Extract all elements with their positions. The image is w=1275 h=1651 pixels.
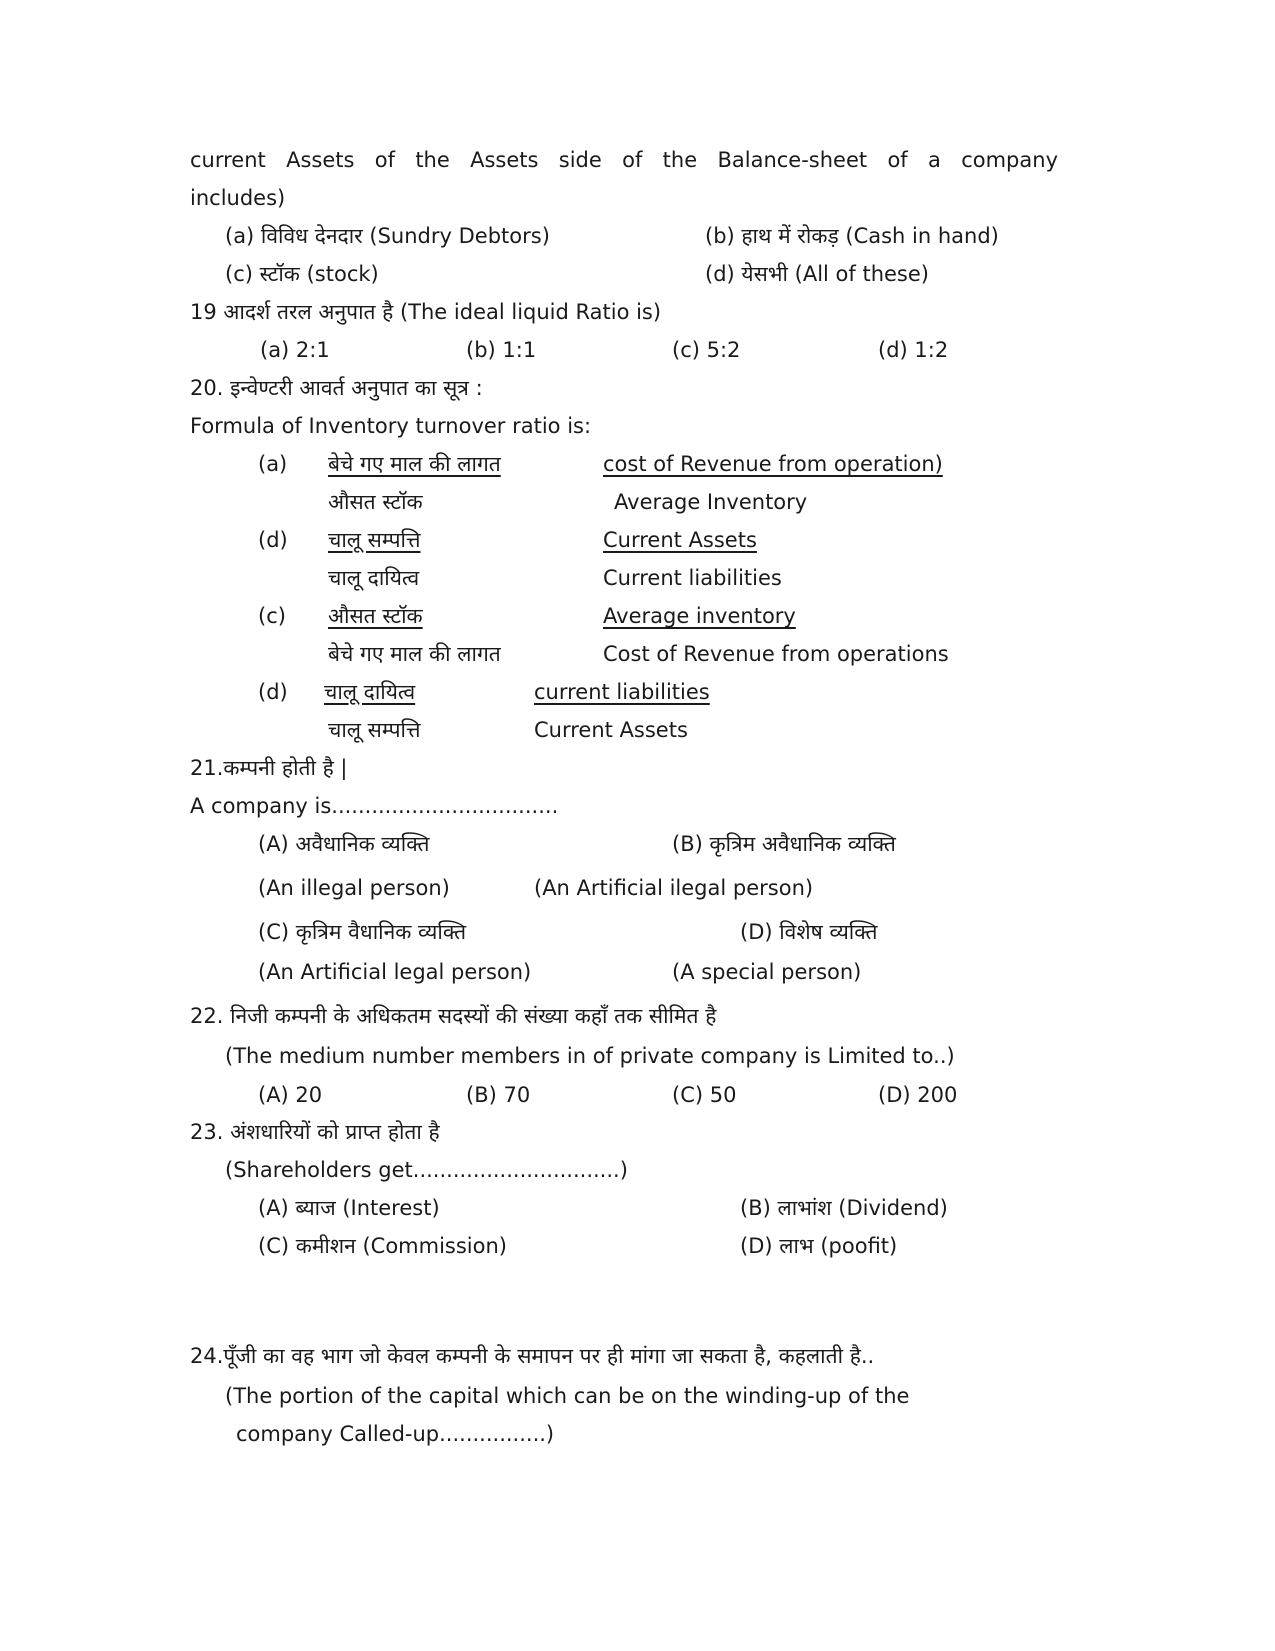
q18-stem-line2: includes) [190, 186, 286, 210]
q20-option-english-denominator: Current liabilities [603, 566, 782, 590]
q19-stem: 19 आदर्श तरल अनुपात है (The ideal liquid Ratio is) [190, 300, 662, 324]
q21-option-b-english: (An Artificial ilegal person) [534, 876, 814, 900]
q20-option-hindi-denominator: चालू सम्पत्ति [328, 718, 421, 742]
q19-option-b: (b) 1:1 [466, 338, 537, 362]
q20-option-hindi-numerator: बेचे गए माल की लागत [328, 452, 501, 476]
q20-stem-english: Formula of Inventory turnover ratio is: [190, 414, 592, 438]
q21-option-c-hindi: (C) कृत्रिम वैधानिक व्यक्ति [258, 920, 467, 944]
q18-option-c: (c) स्टॉक (stock) [225, 262, 379, 286]
q20-option-english-numerator: Current Assets [603, 528, 757, 552]
q22-stem-english: (The medium number members in of private company is Limited to..) [225, 1044, 955, 1068]
q21-stem-hindi: 21.कम्पनी होती है | [190, 756, 348, 780]
q20-option-hindi-denominator: बेचे गए माल की लागत [328, 642, 501, 666]
q22-option-a: (A) 20 [258, 1083, 323, 1107]
q23-stem-english: (Shareholders get...............................) [225, 1158, 628, 1182]
q23-option-d: (D) लाभ (poofit) [740, 1234, 898, 1258]
q21-option-c-english: (An Artificial legal person) [258, 960, 532, 984]
q18-option-a: (a) विविध देनदार (Sundry Debtors) [225, 224, 550, 248]
q20-option-english-denominator: Current Assets [534, 718, 688, 742]
q21-option-a-english: (An illegal person) [258, 876, 450, 900]
q23-option-a: (A) ब्याज (Interest) [258, 1196, 440, 1220]
q21-option-b-hindi: (B) कृत्रिम अवैधानिक व्यक्ति [672, 832, 896, 856]
q20-option-label: (d) [258, 528, 288, 552]
q21-option-a-hindi: (A) अवैधानिक व्यक्ति [258, 832, 430, 856]
q20-option-label: (a) [258, 452, 288, 476]
q23-option-b: (B) लाभांश (Dividend) [740, 1196, 948, 1220]
q24-stem-english-line2: company Called-up................) [236, 1422, 555, 1446]
q20-stem-hindi: 20. इन्वेण्टरी आवर्त अनुपात का सूत्र : [190, 376, 483, 400]
q19-option-c: (c) 5:2 [672, 338, 741, 362]
q19-option-a: (a) 2:1 [260, 338, 330, 362]
q18-stem-line1: current Assets of the Assets side of the Balance-sheet of a company [190, 148, 1058, 172]
q20-option-label: (d) [258, 680, 288, 704]
q20-option-hindi-numerator: चालू दायित्व [324, 680, 416, 704]
q21-stem-english: A company is.................................. [190, 794, 559, 818]
q22-option-b: (B) 70 [466, 1083, 531, 1107]
q23-stem-hindi: 23. अंशधारियों को प्राप्त होता है [190, 1120, 440, 1144]
q20-option-english-numerator: cost of Revenue from operation) [603, 452, 943, 476]
q23-option-c: (C) कमीशन (Commission) [258, 1234, 507, 1258]
q24-stem-english-line1: (The portion of the capital which can be on the winding-up of the [225, 1384, 910, 1408]
q22-stem-hindi: 22. निजी कम्पनी के अधिकतम सदस्यों की संख्या कहाँ तक सीमित है [190, 1004, 717, 1028]
q21-option-d-english: (A special person) [672, 960, 862, 984]
q22-option-c: (C) 50 [672, 1083, 737, 1107]
q20-option-english-numerator: Average inventory [603, 604, 796, 628]
q20-option-hindi-numerator: चालू सम्पत्ति [328, 528, 421, 552]
q20-option-english-denominator: Average Inventory [614, 490, 808, 514]
q19-option-d: (d) 1:2 [878, 338, 949, 362]
q22-option-d: (D) 200 [878, 1083, 958, 1107]
q18-option-d: (d) येसभी (All of these) [705, 262, 929, 286]
q20-option-english-denominator: Cost of Revenue from operations [603, 642, 949, 666]
q20-option-label: (c) [258, 604, 286, 628]
q20-option-english-numerator: current liabilities [534, 680, 710, 704]
q20-option-hindi-denominator: औसत स्टॉक [328, 490, 423, 514]
q20-option-hindi-numerator: औसत स्टॉक [328, 604, 423, 628]
q18-option-b: (b) हाथ में रोकड़ (Cash in hand) [705, 224, 999, 248]
q21-option-d-hindi: (D) विशेष व्यक्ति [740, 920, 878, 944]
q20-option-hindi-denominator: चालू दायित्व [328, 566, 420, 590]
q24-stem-hindi: 24.पूँजी का वह भाग जो केवल कम्पनी के समापन पर ही मांगा जा सकता है, कहलाती है.. [190, 1344, 875, 1368]
